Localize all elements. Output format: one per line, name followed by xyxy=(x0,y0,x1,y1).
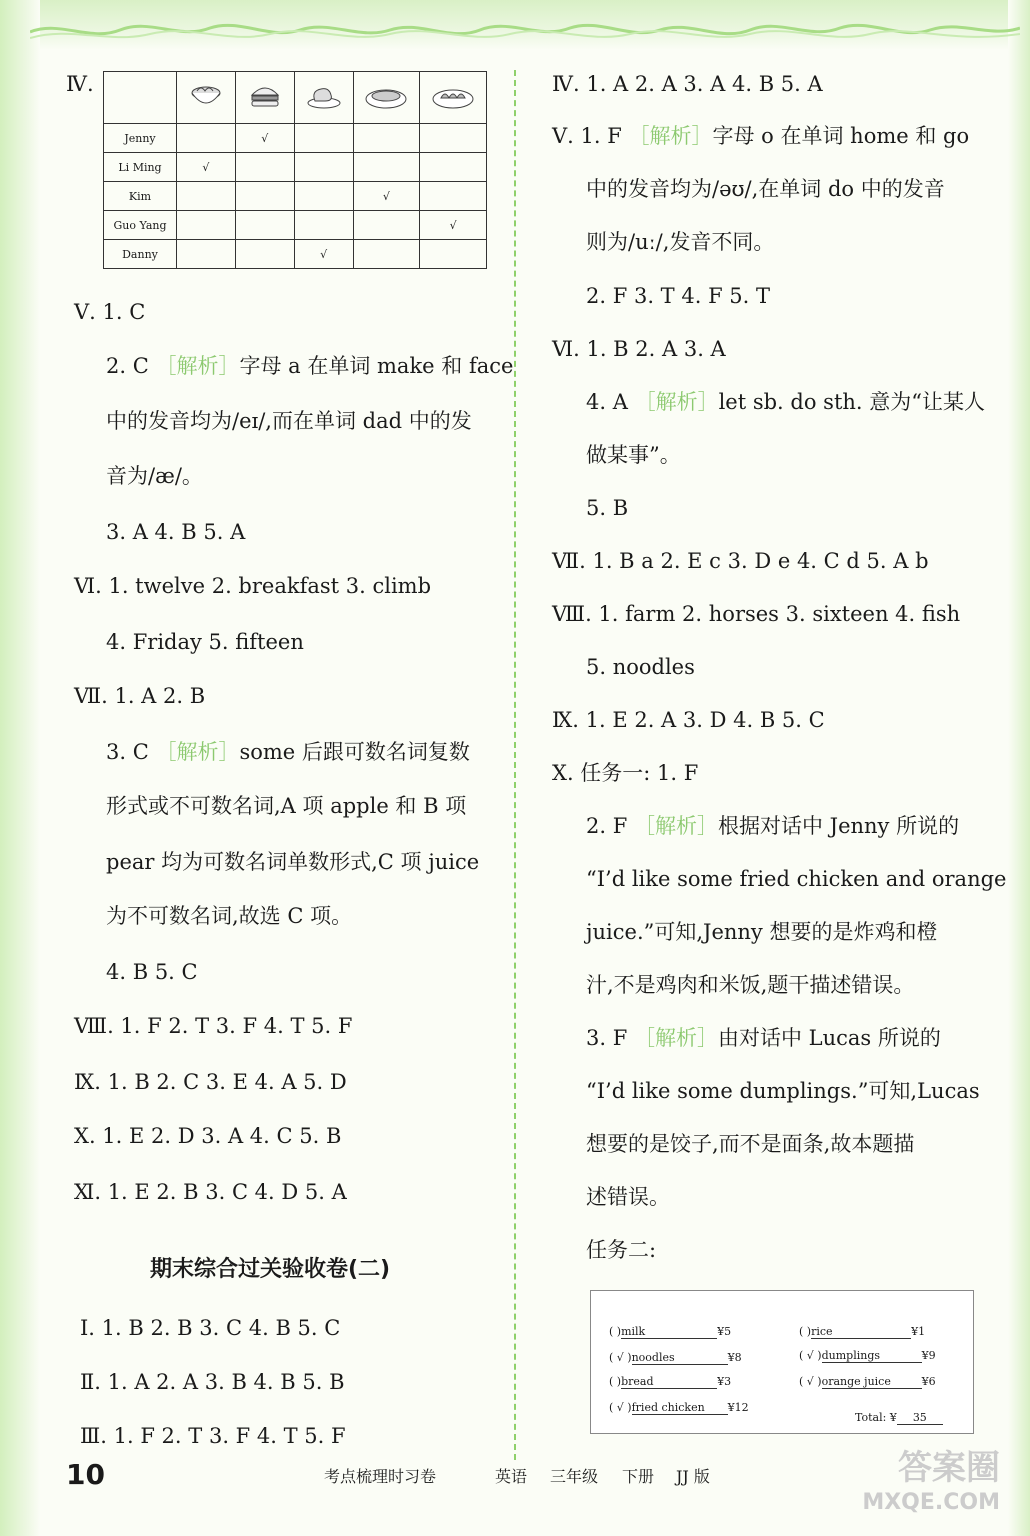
table-cell xyxy=(353,211,420,240)
answer-num: 2. F xyxy=(586,814,628,838)
left-vii-1: Ⅶ. 1. A 2. B xyxy=(74,684,206,708)
menu-left-2: ( )bread ¥3 xyxy=(609,1375,732,1388)
right-viii-2: 5. noodles xyxy=(586,655,695,679)
menu-left-1: ( √ )noodles ¥8 xyxy=(609,1351,742,1364)
menu-total: Total: ¥ 35 xyxy=(855,1411,943,1425)
analysis-text: 由对话中 Lucas 所说的 xyxy=(717,1026,941,1050)
student-name: Jenny xyxy=(104,124,177,153)
right-task2: 任务二: xyxy=(586,1238,657,1262)
answer-num: 3. F xyxy=(586,1026,628,1050)
menu-left-3: ( √ )fried chicken ¥12 xyxy=(609,1401,749,1414)
right-v-1-cont2: 则为/uː/,发音不同。 xyxy=(586,230,775,254)
analysis-tag: ［解析］ xyxy=(633,1026,718,1050)
check-mark: √ xyxy=(177,153,236,182)
footer-grade: 三年级 xyxy=(550,1467,599,1486)
table-cell xyxy=(420,182,487,211)
table-cell xyxy=(177,211,236,240)
analysis-text: some 后跟可数名词复数 xyxy=(239,740,470,764)
right-vi-5: 5. B xyxy=(586,496,629,520)
right-x-3-cont: “I’d like some dumplings.”可知,Lucas xyxy=(586,1079,980,1103)
right-v-1-cont: 中的发音均为/əʊ/,在单词 do 中的发音 xyxy=(586,177,945,201)
answer-num: 4. A xyxy=(586,390,628,414)
right-viii-1: Ⅷ. 1. farm 2. horses 3. sixteen 4. fish xyxy=(552,602,961,626)
left-vii-3-cont3: 为不可数名词,故选 C 项。 xyxy=(106,904,353,928)
menu-right-0: ( )rice ¥1 xyxy=(799,1325,926,1338)
watermark-logo: 答案圈 xyxy=(898,1448,1000,1488)
left-xi: Ⅺ. 1. E 2. B 3. C 4. D 5. A xyxy=(74,1180,347,1204)
table-cell xyxy=(353,240,420,269)
footer-edition: JJ 版 xyxy=(676,1467,710,1486)
analysis-text: let sb. do sth. 意为“让某人 xyxy=(718,390,985,414)
left-vi-1: Ⅵ. 1. twelve 2. breakfast 3. climb xyxy=(74,574,432,598)
right-vi-1: Ⅵ. 1. B 2. A 3. A xyxy=(552,337,726,361)
right-v-2: 2. F 3. T 4. F 5. T xyxy=(586,284,771,308)
table-row xyxy=(104,211,487,240)
dumpling-plate-icon xyxy=(420,72,487,124)
right-x-2-cont: “I’d like some fried chicken and orange xyxy=(586,867,1007,891)
left-x: Ⅹ. 1. E 2. D 3. A 4. C 5. B xyxy=(74,1124,342,1148)
check-mark: √ xyxy=(420,211,487,240)
check-mark: √ xyxy=(294,240,353,269)
menu-box xyxy=(590,1290,974,1434)
footer-subject: 英语 xyxy=(495,1467,528,1486)
left-v-3: 3. A 4. B 5. A xyxy=(106,520,246,544)
right-x-3-cont2: 想要的是饺子,而不是面条,故本题描 xyxy=(586,1132,915,1156)
table-cell xyxy=(353,153,420,182)
right-iv: Ⅳ. 1. A 2. A 3. A 4. B 5. A xyxy=(552,72,823,96)
analysis-tag: ［解析］ xyxy=(155,740,240,764)
student-name: Kim xyxy=(104,182,177,211)
left-vii-3-cont2: pear 均为可数名词单数形式,C 项 juice xyxy=(106,850,480,874)
table-cell xyxy=(177,240,236,269)
analysis-text: 字母 a 在单词 make 和 face xyxy=(239,354,514,378)
chicken-icon xyxy=(294,72,353,124)
answer-num: 2. C xyxy=(106,354,149,378)
table-cell xyxy=(294,182,353,211)
table-cell xyxy=(177,182,236,211)
page-number: 10 xyxy=(66,1458,105,1491)
table-cell xyxy=(235,182,294,211)
analysis-text: 字母 o 在单词 home 和 go xyxy=(712,124,970,148)
table-cell xyxy=(235,240,294,269)
student-name: Li Ming xyxy=(104,153,177,182)
left-vii-3 xyxy=(106,738,470,766)
answer-num: Ⅴ. 1. F xyxy=(552,124,622,148)
table-cell xyxy=(294,211,353,240)
iv-matching-table xyxy=(103,71,487,269)
left-s3: Ⅲ. 1. F 2. T 3. F 4. T 5. F xyxy=(80,1424,346,1448)
check-mark: √ xyxy=(235,124,294,153)
table-row xyxy=(104,124,487,153)
table-cell xyxy=(294,124,353,153)
check-mark: √ xyxy=(353,182,420,211)
menu-right-2: ( √ )orange juice ¥6 xyxy=(799,1375,936,1388)
analysis-tag: ［解析］ xyxy=(633,814,718,838)
left-ix: Ⅸ. 1. B 2. C 3. E 4. A 5. D xyxy=(74,1070,347,1094)
left-s2: Ⅱ. 1. A 2. A 3. B 4. B 5. B xyxy=(80,1370,345,1394)
section-iv-label: Ⅳ. xyxy=(66,72,94,96)
left-v-2 xyxy=(106,352,513,380)
left-vi-2: 4. Friday 5. fifteen xyxy=(106,630,304,654)
table-cell xyxy=(420,153,487,182)
left-vii-4: 4. B 5. C xyxy=(106,960,198,984)
right-vi-4-cont: 做某事”。 xyxy=(586,443,681,467)
footer-book: 考点梳理时习卷 xyxy=(324,1467,437,1486)
left-v-2-cont2: 音为/æ/。 xyxy=(106,464,203,488)
right-x-3-cont3: 述错误。 xyxy=(586,1185,670,1209)
right-ix: Ⅸ. 1. E 2. A 3. D 4. B 5. C xyxy=(552,708,825,732)
bread-plate-icon xyxy=(353,72,420,124)
left-border xyxy=(0,0,40,1536)
section-title: 期末综合过关验收卷(二) xyxy=(150,1257,391,1282)
right-x-1: Ⅹ. 任务一: 1. F xyxy=(552,761,699,785)
footer-volume: 下册 xyxy=(622,1467,655,1486)
left-viii: Ⅷ. 1. F 2. T 3. F 4. T 5. F xyxy=(74,1014,353,1038)
table-row xyxy=(104,153,487,182)
table-cell xyxy=(177,124,236,153)
left-v-1: Ⅴ. 1. C xyxy=(74,300,146,324)
right-border xyxy=(1008,0,1030,1536)
table-cell xyxy=(235,153,294,182)
table-cell xyxy=(420,240,487,269)
right-x-2-cont3: 汁,不是鸡肉和米饭,题干描述错误。 xyxy=(586,973,915,997)
analysis-text: 根据对话中 Jenny 所说的 xyxy=(717,814,960,838)
right-vi-4 xyxy=(586,388,985,416)
watermark-url: MXQE.COM xyxy=(862,1490,1000,1515)
analysis-tag: ［解析］ xyxy=(634,390,719,414)
noodle-bowl-icon xyxy=(177,72,236,124)
left-s1: Ⅰ. 1. B 2. B 3. C 4. B 5. C xyxy=(80,1316,341,1340)
table-cell xyxy=(353,124,420,153)
column-divider xyxy=(514,70,516,1460)
answer-num: 3. C xyxy=(106,740,149,764)
burger-icon xyxy=(235,72,294,124)
left-v-2-cont: 中的发音均为/eɪ/,而在单词 dad 中的发 xyxy=(106,409,472,433)
table-row xyxy=(104,240,487,269)
table-cell xyxy=(420,124,487,153)
right-x-2 xyxy=(586,812,959,840)
menu-right-1: ( √ )dumplings ¥9 xyxy=(799,1349,936,1362)
right-x-2-cont2: juice.”可知,Jenny 想要的是炸鸡和橙 xyxy=(586,920,938,944)
analysis-tag: ［解析］ xyxy=(155,354,240,378)
right-x-3 xyxy=(586,1024,941,1052)
student-name: Guo Yang xyxy=(104,211,177,240)
right-v-1 xyxy=(552,122,969,150)
table-cell xyxy=(294,153,353,182)
left-vii-3-cont: 形式或不可数名词,A 项 apple 和 B 项 xyxy=(106,794,467,818)
table-cell xyxy=(235,211,294,240)
menu-left-0: ( )milk ¥5 xyxy=(609,1325,732,1338)
wave-decoration xyxy=(30,14,1020,44)
analysis-tag: ［解析］ xyxy=(628,124,713,148)
right-vii: Ⅶ. 1. B a 2. E c 3. D e 4. C d 5. A b xyxy=(552,549,929,573)
table-row xyxy=(104,182,487,211)
student-name: Danny xyxy=(104,240,177,269)
